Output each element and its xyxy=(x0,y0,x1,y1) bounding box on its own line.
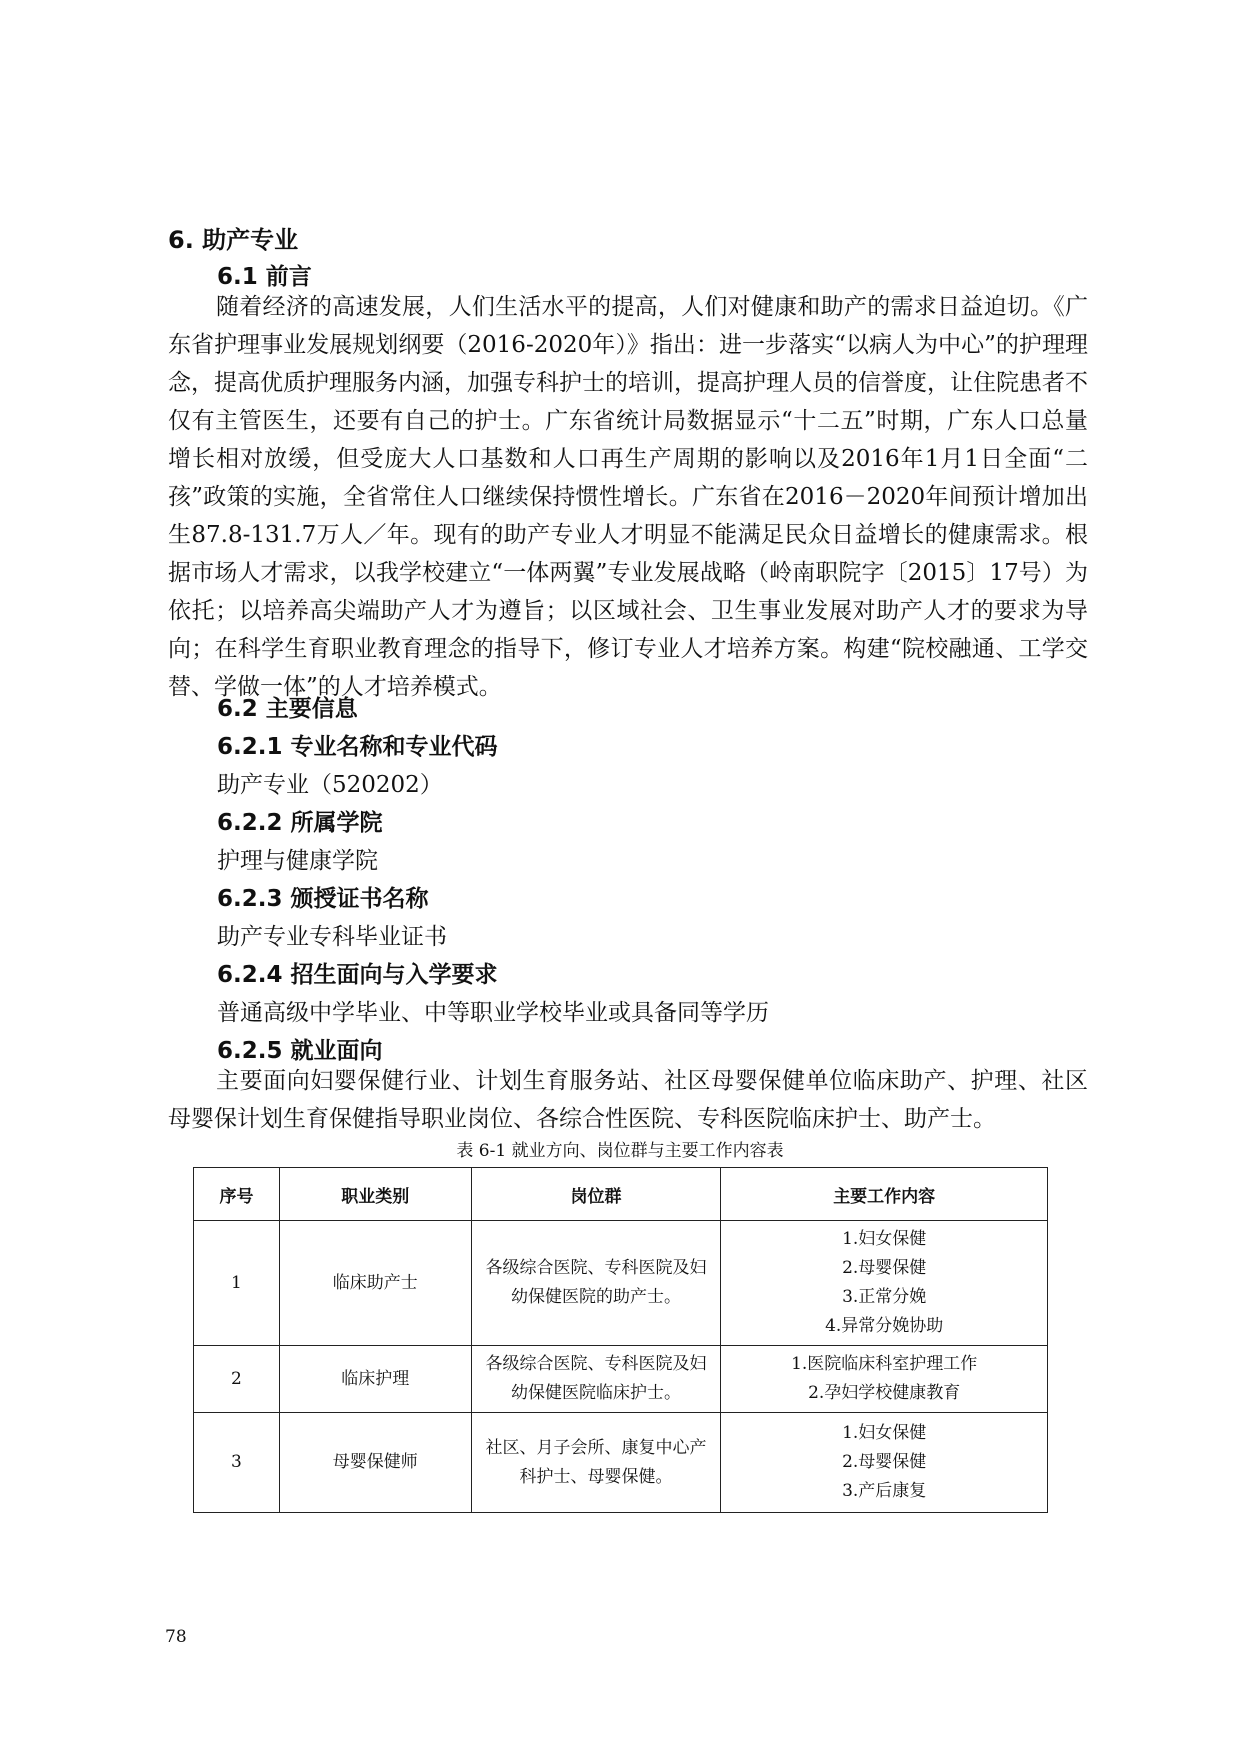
table-row xyxy=(194,1346,1048,1413)
row-group: 各级综合医院、专科医院及妇幼保健医院临床护士。 xyxy=(471,1346,721,1413)
row-no: 1 xyxy=(194,1221,280,1346)
header-group: 岗位群 xyxy=(471,1168,721,1221)
row-works xyxy=(721,1413,1048,1513)
work-item: 2.母婴保健 xyxy=(842,1452,927,1472)
preface-paragraph: 随着经济的高速发展，人们生活水平的提高，人们对健康和助产的需求日益迫切。《广东省护理事业发展规划纲要（2016-2020年）》指出：进一步落实“以病人为中心”的护理理念，提高优质护理服务内涵，加强专科护士的培训，提高护理人员的信誉度，让住院患者不仅有主管医生，还要有自己的护士。广东省统计局数据显示“十二五”时期，广东人口总量增长相对放缓，但受庞大人口基数和人口再生产周期的影响以及2016年1月1日全面“二孩”政策的实施，全省常住人口继续保持惯性增长。广东省在2016－2020年间预计增加出生87.8-131.7万人／年。现有的助产专业人才明显不能满足民众日益增长的健康需求。根据市场人才需求，以我学校建立“一体两翼”专业发展战略（岭南职院字〔2015〕17号）为依托；以培养高尖端助产人才为遵旨；以区域社会、卫生事业发展对助产人才的要求为导向；在科学生育职业教育理念的指导下，修订专业人才培养方案。构建“院校融通、工学交替、学做一体”的人才培养模式。 xyxy=(168,294,1088,700)
row-group: 各级综合医院、专科医院及妇幼保健医院的助产士。 xyxy=(471,1221,721,1346)
table-caption: 表 6-1 就业方向、岗位群与主要工作内容表 xyxy=(456,1141,784,1161)
row-category: 母婴保健师 xyxy=(279,1413,471,1513)
heading-6-2-3: 6.2.3 颁授证书名称 xyxy=(217,886,429,912)
row-no: 3 xyxy=(194,1413,280,1513)
row-category: 临床助产士 xyxy=(279,1221,471,1346)
work-item: 2.母婴保健 xyxy=(842,1258,927,1278)
row-no: 2 xyxy=(194,1346,280,1413)
work-item: 4.异常分娩协助 xyxy=(825,1316,944,1336)
jobs-table xyxy=(193,1167,1048,1513)
table-row xyxy=(194,1413,1048,1513)
header-category: 职业类别 xyxy=(279,1168,471,1221)
table-row xyxy=(194,1221,1048,1346)
major-name-code: 助产专业（520202） xyxy=(217,772,443,798)
header-no: 序号 xyxy=(194,1168,280,1221)
row-group: 社区、月子会所、康复中心产科护士、母婴保健。 xyxy=(471,1413,721,1513)
certificate-name: 助产专业专科毕业证书 xyxy=(217,924,447,950)
heading-6-1: 6.1 前言 xyxy=(217,264,312,290)
work-item: 1.妇女保健 xyxy=(842,1229,927,1249)
work-item: 2.孕妇学校健康教育 xyxy=(808,1383,961,1403)
college-name: 护理与健康学院 xyxy=(217,848,378,874)
heading-6-2-1: 6.2.1 专业名称和专业代码 xyxy=(217,734,498,760)
heading-6-2-4: 6.2.4 招生面向与入学要求 xyxy=(217,962,498,988)
header-works: 主要工作内容 xyxy=(721,1168,1048,1221)
work-item: 3.正常分娩 xyxy=(842,1287,927,1307)
heading-6-2-2: 6.2.2 所属学院 xyxy=(217,810,383,836)
table-header-row xyxy=(194,1168,1048,1221)
row-works xyxy=(721,1221,1048,1346)
heading-6-2-5: 6.2.5 就业面向 xyxy=(217,1038,383,1064)
section-title: 6. 助产专业 xyxy=(168,226,299,254)
page-number: 78 xyxy=(165,1627,187,1647)
work-item: 1.医院临床科室护理工作 xyxy=(791,1354,978,1374)
admission-requirement: 普通高级中学毕业、中等职业学校毕业或具备同等学历 xyxy=(217,1000,769,1026)
row-works xyxy=(721,1346,1048,1413)
row-category: 临床护理 xyxy=(279,1346,471,1413)
work-item: 3.产后康复 xyxy=(842,1481,927,1501)
employment-paragraph: 主要面向妇婴保健行业、计划生育服务站、社区母婴保健单位临床助产、护理、社区母婴保计划生育保健指导职业岗位、各综合性医院、专科医院临床护士、助产士。 xyxy=(168,1068,1088,1132)
work-item: 1.妇女保健 xyxy=(842,1423,927,1443)
heading-6-2: 6.2 主要信息 xyxy=(217,696,358,722)
